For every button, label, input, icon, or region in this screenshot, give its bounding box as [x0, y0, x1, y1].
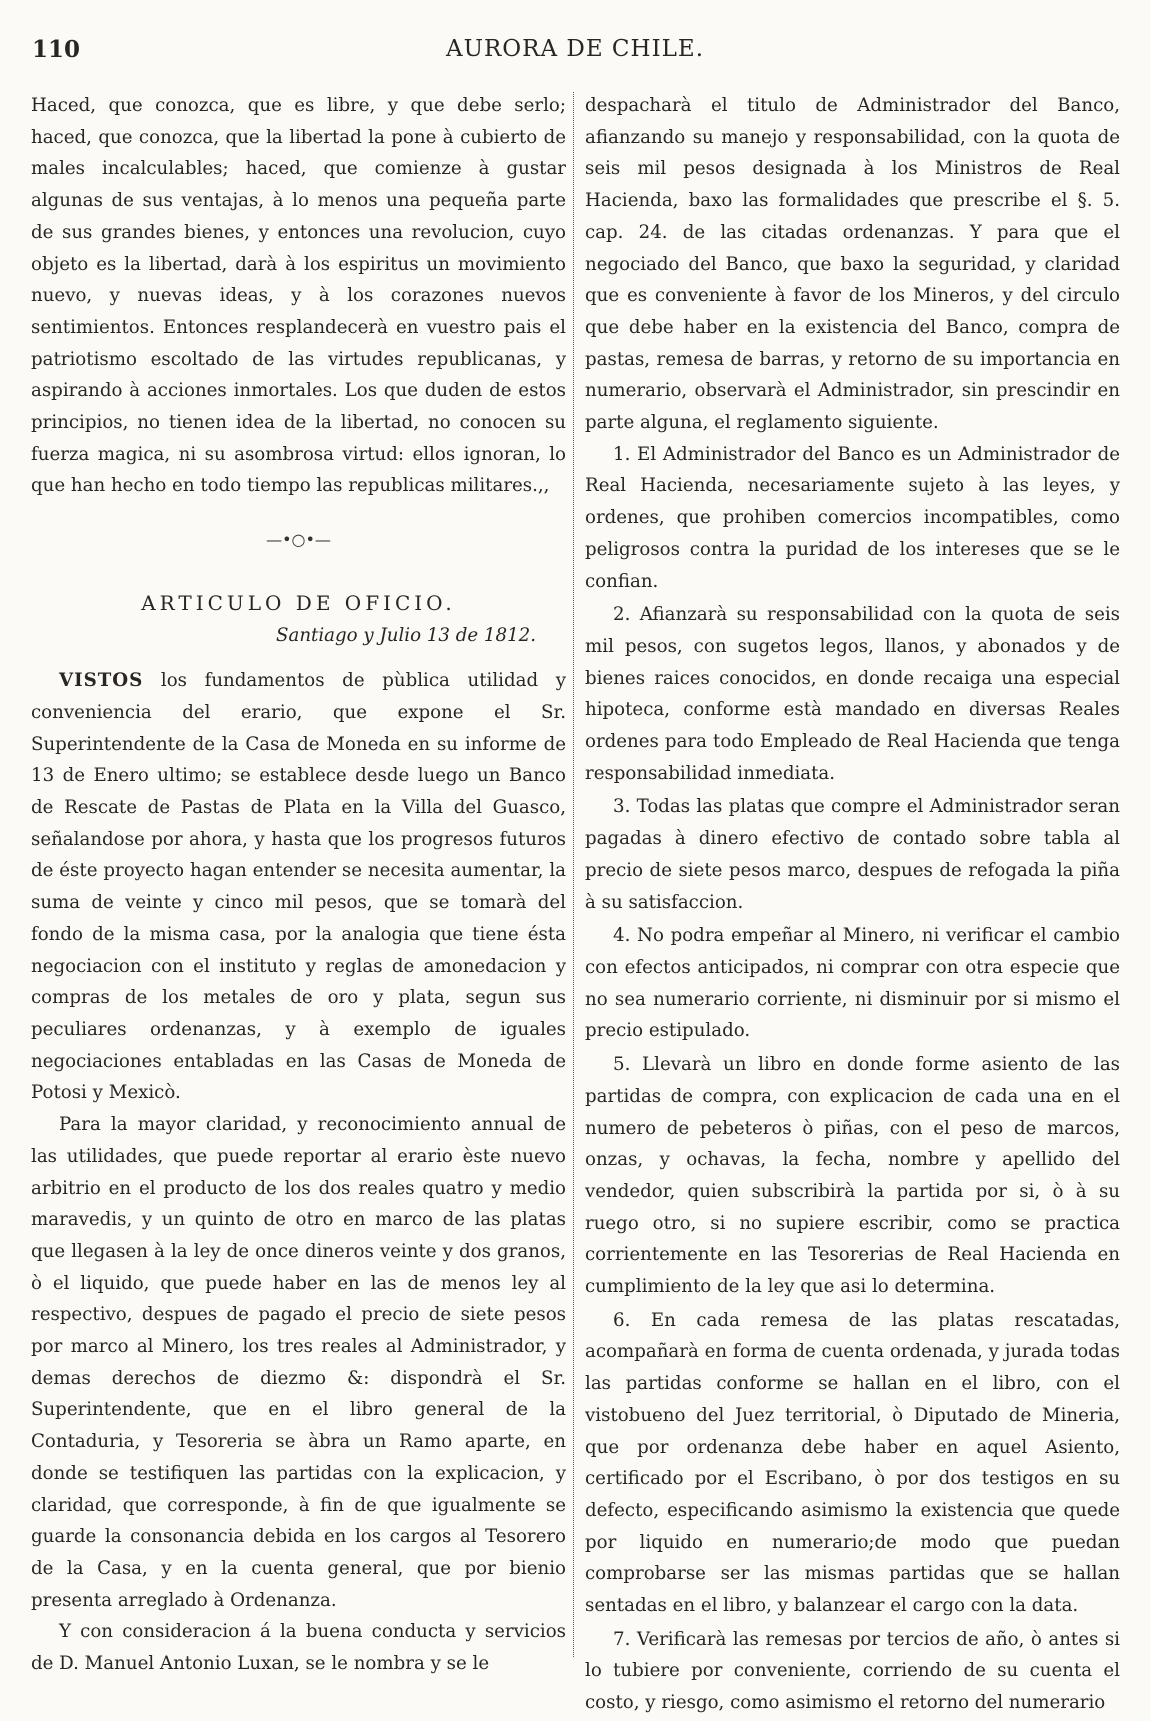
running-title: AURORA DE CHILE. [445, 36, 705, 62]
dateline: Santiago y Julio 13 de 1812. [276, 624, 536, 646]
rule-item: 4. No podra empeñar al Minero, ni verificar el cambio con efectos anticipados, ni comprar con otra especie que no sea numerario corriente, ni disminuir por si mismo el precio estipulado. [585, 925, 1120, 1042]
page-number: 110 [32, 36, 81, 63]
vistos-paragraph [31, 665, 566, 1109]
vistos-word: VISTOS [59, 670, 144, 692]
rule-item: 3. Todas las platas que compre el Administrador seran pagadas à dinero efectivo de contado sobre tabla al precio de siete pesos marco, despues de refogada la piña à su satisfaccion. [585, 796, 1120, 913]
vistos-text: los fundamentos de pùblica utilidad y conveniencia del erario, que expone el Sr. Superintendente de la Casa de Moneda en su informe de 13 de Enero ultimo; se establece desde luego un Banco de Rescate de Pastas de Plata en la Villa del Guasco, señalandose por ahora, y hasta que los progresos futuros de éste proyecto hagan entender se necesita aumentar, la suma de veinte y cinco mil pesos, que se tomarà del fondo de la misma casa, por la analogia que tiene ésta negociacion con el instituto y reglas de amonedacion y compras de los metales de oro y plata, segun sus peculiares ordenanzas, y à exemplo de iguales negociaciones entabladas en las Casas de Moneda de Potosi y Mexicò. [31, 670, 566, 1104]
claridad-paragraph: Para la mayor claridad, y reconocimiento annual de las utilidades, que puede reportar al erario èste nuevo arbitrio en el producto de los dos reales quatro y medio maravedis, y un quinto de otro en marco de las platas que llegasen à la ley de once dineros veinte y dos granos, ò el liquido, que puede haber en las de menos ley al respectivo, despues de pagado el precio de siete pesos por marco al Minero, los tres reales al Administrador, y demas derechos de diezmo &: dispondrà el Sr. Superintendente, que en el libro general de la Contaduria, y Tesoreria se àbra un Ramo aparte, en donde se testifiquen las partidas con la explicacion, y claridad, que corresponde, à fin de que igualmente se guarde la consonancia debida en los cargos al Tesorero de la Casa, y en la cuenta general, que por bienio presenta arreglado à Ordenanza. [31, 1114, 566, 1611]
rule-item: 7. Verificarà las remesas por tercios de año, ò antes si lo tubiere por conveniente, corriendo de su cuenta el costo, y riesgo, como asimismo el retorno del numerario [585, 1628, 1120, 1714]
rule-item: 2. Afianzarà su responsabilidad con la quota de seis mil pesos, con sugetos legos, llanos, y abonados y de bienes raices conocidos, en donde recaiga una especial hipoteca, conforme està mandado en diversas Reales ordenes para todo Empleado de Real Hacienda que tenga responsabilidad inmediata. [585, 604, 1120, 784]
intro-paragraph: Haced, que conozca, que es libre, y que debe serlo; haced, que conozca, que la libertad la pone à cubierto de males incalculables; haced, que comienze à gustar algunas de sus ventajas, à lo menos una pequeña parte de sus grandes bienes, y entonces una revolucion, cuyo objeto es la libertad, darà à los espiritus un movimiento nuevo, y nuevas ideas, y à los corazones nuevos sentimientos. Entonces resplandecerà en vuestro pais el patriotismo escoltado de las virtudes republicanas, y aspirando à acciones inmortales. Los que duden de estos principios, no tienen idea de la libertad, no conocen su fuerza magica, ni su asombrosa virtud: ellos ignoran, lo que han hecho en todo tiempo las republicas militares.,, [31, 95, 566, 497]
article-heading: ARTICULO DE OFICIO. [141, 590, 456, 615]
left-column [31, 90, 566, 1680]
rule-item: 5. Llevarà un libro en donde forme asiento de las partidas de compra, con explicacion de cada una en el numero de pebeteros ò piñas, con el peso de marcos, onzas, y ochavas, la fecha, nombre y apellido del vendedor, quien subscribirà la partida por si, ò à su ruego otro, si no supiere escribir, como se practica corrientemente en las Tesorerias de Real Hacienda en cumplimiento de la ley que asi lo determina. [585, 1054, 1120, 1298]
rule-item: 6. En cada remesa de las platas rescatadas, acompañarà en forma de cuenta ordenada, y jurada todas las partidas conforme se hallan en el libro, con el vistobueno del Juez territorial, ò Diputado de Mineria, que por ordenanza debe haber en aquel Asiento, certificado por el Escribano, ò por dos testigos en su defecto, especificando asimismo la existencia que quede por liquido en numerario;de modo que puedan comprobarse ser las mismas partidas que se hallan sentadas en el libro, y balanzear el cargo con la data. [585, 1309, 1120, 1617]
consideracion-paragraph: Y con consideracion á la buena conducta y servicios de D. Manuel Antonio Luxan, se le nombra y se le [31, 1621, 566, 1675]
right-column [585, 90, 1120, 1721]
rule-item: 1. El Administrador del Banco es un Administrador de Real Hacienda, necesariamente sujeto à las leyes, y ordenes, que prohiben comercios incompatibles, como peligrosos contra la puridad de los intereses que se le confian. [585, 443, 1120, 592]
column-divider [573, 92, 574, 1657]
continuation-paragraph: despacharà el titulo de Administrador del Banco, afianzando su manejo y responsabilidad, con la quota de seis mil pesos designada à los Ministros de Real Hacienda, baxo las formalidades que prescribe el §. 5. cap. 24. de las citadas ordenanzas. Y para que el negociado del Banco, que baxo la seguridad, y claridad que es conveniente à favor de los Mineros, y del circulo que debe haber en la existencia del Banco, compra de pastas, remesa de barras, y retorno de su importancia en numerario, observarà el Administrador, sin prescindir en parte alguna, el reglamento siguiente. [585, 95, 1120, 434]
section-ornament: —•○•— [266, 530, 331, 550]
